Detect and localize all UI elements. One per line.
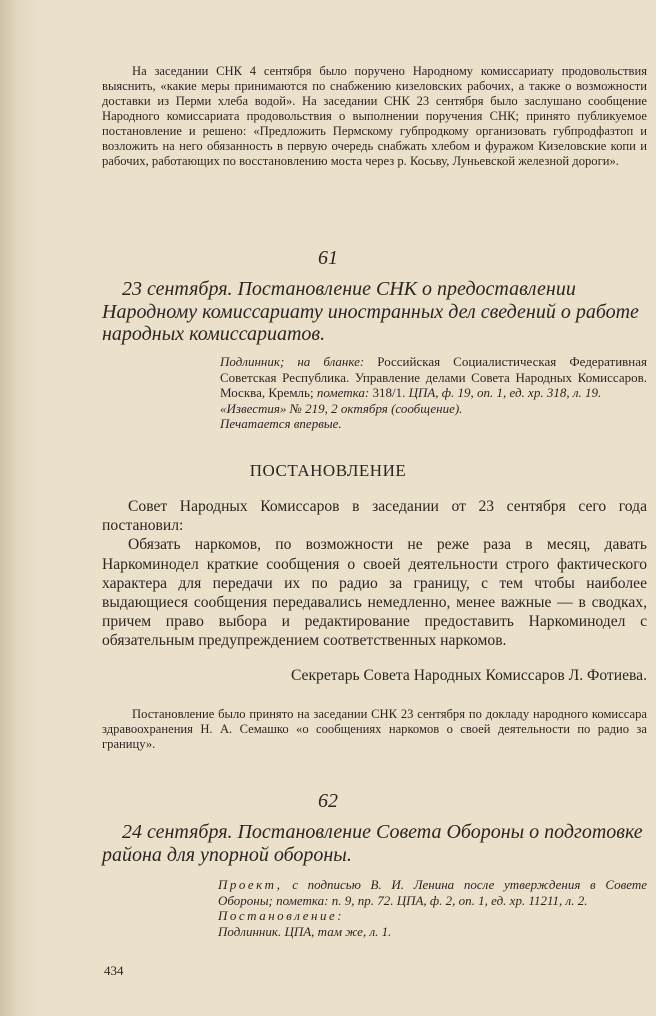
doc-61-first-print: Печатается впервые. [220, 416, 342, 431]
doc-61-signature: Секретарь Совета Народных Комиссаров Л. Фотиева. [290, 667, 647, 684]
doc-61-source-text: Российская Социалистическая Федеративная Советская Республика. Управление делами Совета Народных Комиссаров. Москва, Кремль; [220, 354, 647, 400]
doc-61-archive: ЦПА, ф. 19, оп. 1, ед. хр. 318, л. 19. [408, 385, 602, 400]
doc-61-paragraph-1: Совет Народных Комиссаров в заседании от 23 сентября сего года постановил: [102, 498, 647, 535]
doc-61-source-label: Подлинник; на бланке: [220, 354, 365, 369]
doc-61-mark-label: пометка: [316, 385, 370, 400]
doc-62-source [218, 877, 647, 939]
doc-61-heading: ПОСТАНОВЛЕНИЕ [249, 461, 407, 480]
doc-61-note-text: Постановление было принято на заседании СНК 23 сентября по докладу народного комиссара здравоохранения Н. А. Семашко «о сообщениях наркомов о своей деятельности по радио за границу». [102, 707, 647, 751]
doc-61-number: 61 [318, 247, 338, 269]
intro-note [102, 64, 647, 169]
doc-61-source-line [220, 354, 647, 401]
doc-62-project-text: с подписью В. И. Ленина после утверждения в Совете Обороны; пометка: п. 9, пр. 72. ЦПА, ф. 2, оп. 1, ед. хр. 11211, л. 2. [218, 877, 647, 908]
doc-62-project-label: Проект, [218, 877, 283, 892]
intro-note-text: На заседании СНК 4 сентября было поручено Народному комиссариату продовольствия выяснить, «какие меры принимаются по снабжению кизеловских рабочих, а также о возможности доставки из Перми хлеба водой». На заседании СНК 23 сентября было заслушано сообщение Народного комиссариата продовольствия о выполнении поручения СНК; принято публикуемое постановление и решено: «Предложить Пермскому губпродкому организовать губпродфазтоп и возложить на него обязанность в первую очередь снабжать хлебом и фуражом Кизеловские копи и рабочих, работающих по восстановлению моста через р. Косьву, Луньевской железной дороги». [102, 64, 647, 168]
doc-61-mark-text: 318/1. [372, 385, 406, 400]
doc-61-body [102, 497, 647, 651]
doc-62-title-text: 24 сентября. Постановление Совета Обороны о подготовке района для упорной обороны. [102, 821, 643, 866]
doc-62-number: 62 [318, 790, 338, 812]
doc-61-paragraph-2: Обязать наркомов, по возможности не реже раза в месяц, давать Наркоминодел краткие сообщения о своей деятельности строго фактического характера для передачи их по радио за границу, с тем чтобы наиболее выдающиеся сообщения передавались немедленно, менее важные — в сводках, причем право выбора и редактирование предоставить Наркоминодел с обязательным предупреждением соответственных наркомов. [102, 536, 647, 650]
page-number: 434 [104, 963, 124, 978]
doc-62-project-line [218, 877, 647, 908]
doc-61-source [220, 354, 647, 432]
doc-62-original: Подлинник. ЦПА, там же, л. 1. [218, 923, 392, 939]
doc-61-title-text: 23 сентября. Постановление СНК о предоставлении Народному комиссариату иностранных дел сведений о работе народных комиссариатов. [102, 278, 639, 345]
doc-61-izvestia: «Известия» № 219, 2 октября (сообщение). [220, 400, 463, 416]
doc-61-note [102, 707, 647, 752]
doc-62-resolution-label: Постановление: [218, 908, 345, 923]
doc-61-title [102, 278, 647, 346]
doc-62-title [102, 821, 647, 866]
